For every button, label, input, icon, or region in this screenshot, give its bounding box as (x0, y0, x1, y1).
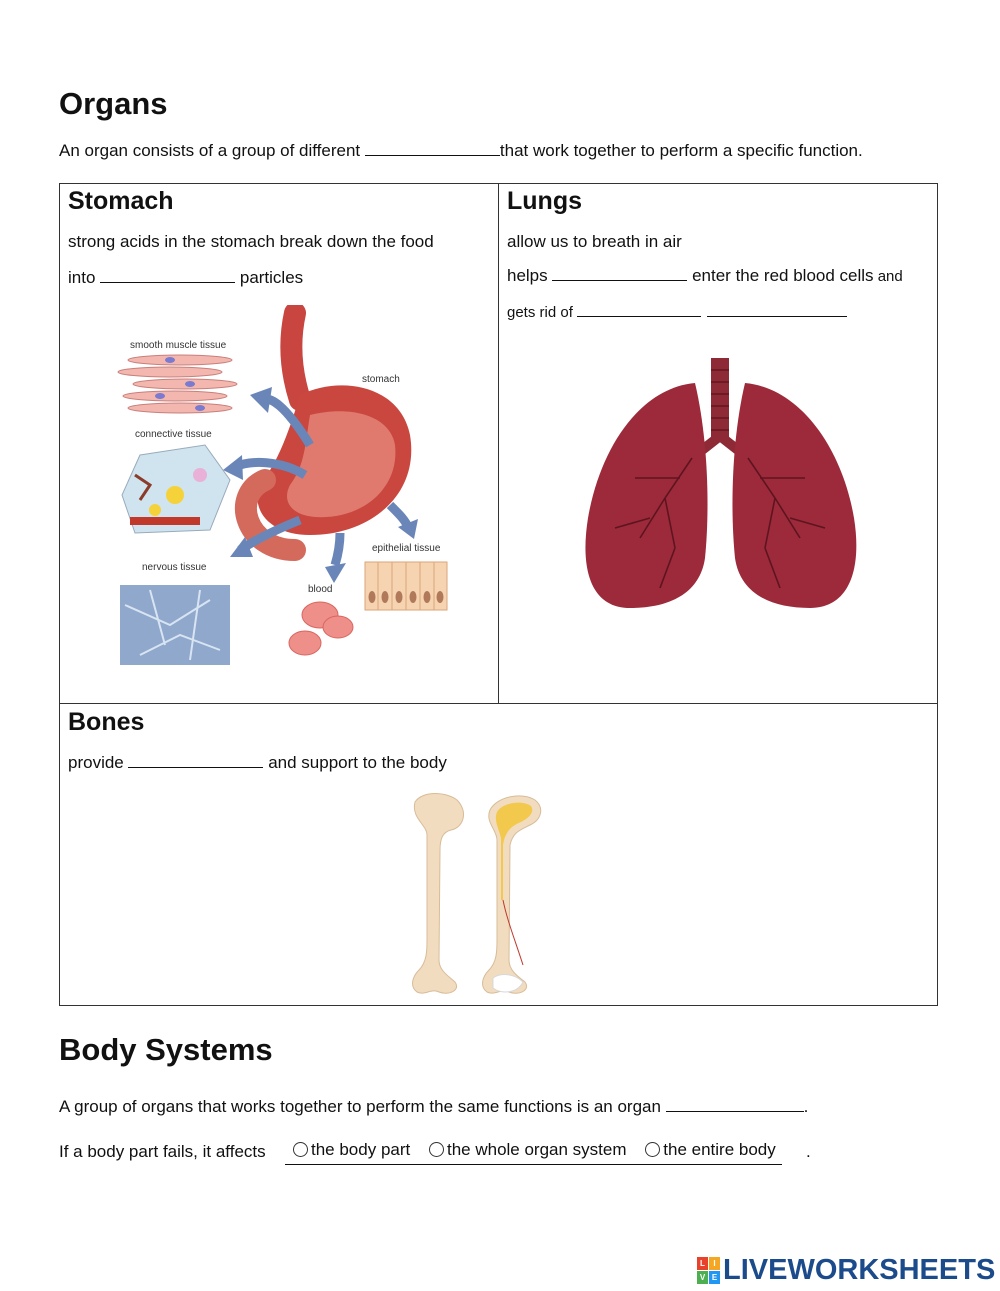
bones-line1-before: provide (68, 753, 129, 772)
stomach-tissue-diagram (110, 305, 470, 675)
logo-blocks (697, 1257, 720, 1284)
lungs-line2-before: helps (507, 266, 553, 285)
systems-line2-label: If a body part fails, it affects (59, 1142, 266, 1161)
right-lung-shape (732, 383, 856, 608)
label-smooth-muscle: smooth muscle tissue (130, 340, 227, 351)
logo-text: LIVEWORKSHEETS (723, 1253, 996, 1286)
option-body-part-label[interactable]: the body part (311, 1140, 411, 1159)
table-divider-horizontal (59, 703, 938, 704)
logo-block-i: I (709, 1257, 720, 1270)
left-lung-shape (585, 383, 707, 608)
systems-line1-before: A group of organs that works together to perform the same functions is an organ (59, 1097, 666, 1116)
esophagus-shape (291, 313, 300, 400)
bones-line1-after: and support to the body (263, 753, 447, 772)
label-stomach: stomach (362, 374, 400, 385)
blood-cells (289, 602, 353, 655)
logo-block-v: V (697, 1271, 708, 1284)
intro-text-after: that work together to perform a specific function. (499, 141, 863, 160)
stomach-line2-before: into (68, 268, 101, 287)
epithelial-tissue (365, 562, 447, 610)
lungs-line2-mid: enter the red blood cells (687, 266, 874, 285)
radio-option-entire-body[interactable] (645, 1142, 660, 1157)
femur-marrow (496, 803, 532, 900)
systems-options (285, 1140, 782, 1165)
organs-intro (59, 141, 863, 161)
organs-heading: Organs (59, 86, 168, 121)
systems-line1-after: . (803, 1097, 809, 1116)
bones-image (405, 790, 550, 1000)
label-connective: connective tissue (135, 429, 212, 440)
label-blood: blood (308, 584, 333, 595)
lungs-line3 (507, 302, 847, 321)
lungs-line3-before: gets rid of (507, 304, 578, 321)
smooth-muscle-tissue (118, 355, 237, 413)
nervous-tissue (120, 585, 230, 665)
stomach-line1: strong acids in the stomach break down the food (68, 232, 434, 251)
lungs-blank-input-2[interactable] (577, 302, 701, 317)
stomach-blank-input[interactable] (100, 268, 235, 283)
logo-block-e: E (709, 1271, 720, 1284)
stomach-line2-after: particles (235, 268, 304, 287)
bones-blank-input[interactable] (128, 753, 263, 768)
arrow-head-blood (325, 563, 346, 583)
arrow-blood (335, 533, 340, 565)
logo-block-l: L (697, 1257, 708, 1270)
label-nervous: nervous tissue (142, 562, 207, 573)
stomach-title: Stomach (68, 187, 174, 215)
option-entire-body-label[interactable]: the entire body (663, 1140, 776, 1159)
lungs-blank-input-1[interactable] (552, 266, 687, 281)
table-divider-vertical (498, 183, 499, 703)
systems-blank-input[interactable] (666, 1097, 804, 1112)
lungs-line2-and: and (873, 268, 903, 285)
liveworksheets-logo (697, 1255, 995, 1285)
arrow-head-smooth (250, 387, 272, 413)
lungs-title: Lungs (507, 187, 582, 215)
lungs-blank-input-3[interactable] (707, 302, 847, 317)
organs-blank-input[interactable] (365, 141, 500, 156)
body-systems-heading: Body Systems (59, 1032, 273, 1067)
option-organ-system-label[interactable]: the whole organ system (446, 1140, 627, 1159)
bones-line1 (68, 753, 447, 773)
stomach-line2 (68, 268, 303, 288)
radio-option-body-part[interactable] (293, 1142, 308, 1157)
lungs-line1: allow us to breath in air (507, 232, 682, 251)
systems-line2-end: . (806, 1142, 811, 1161)
connective-tissue (122, 445, 230, 533)
intro-text-before: An organ consists of a group of different (59, 141, 365, 160)
bones-title: Bones (68, 708, 145, 736)
radio-option-organ-system[interactable] (429, 1142, 444, 1157)
femur-outer (413, 794, 464, 994)
systems-line1 (59, 1097, 808, 1117)
lungs-line2 (507, 266, 903, 286)
label-epithelial: epithelial tissue (372, 543, 441, 554)
arrow-epithelial (390, 505, 408, 527)
lungs-image (580, 358, 860, 613)
